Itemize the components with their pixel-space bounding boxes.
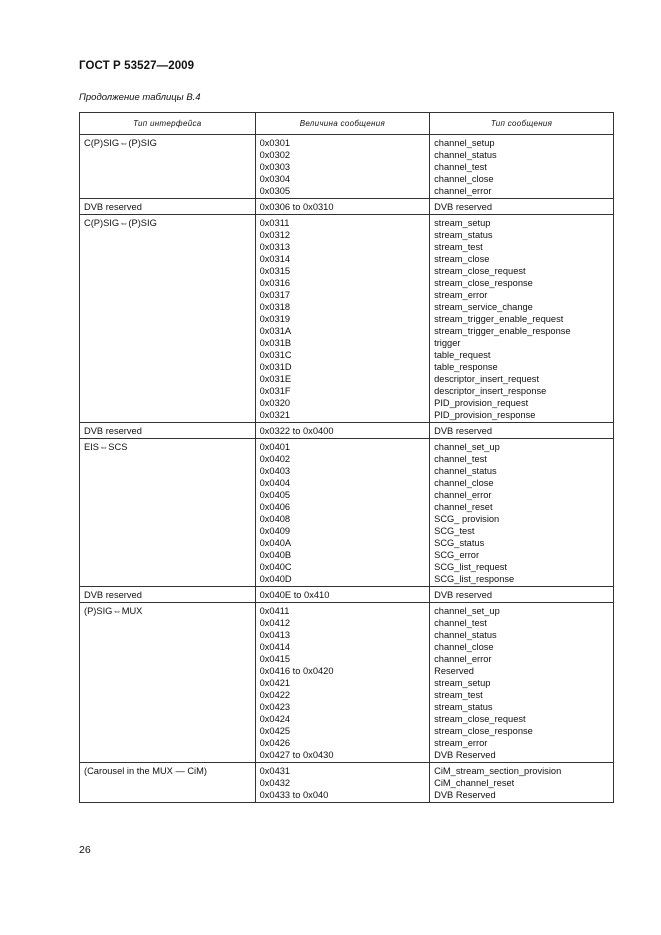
message-type: stream_error [434,738,488,748]
message-value: 0x0311 [259,218,290,228]
message-type: PID_provision_response [434,410,536,420]
message-value: 0x0415 [259,654,291,664]
message-value: 0x0431 [259,766,291,776]
document-title: ГОСТ Р 53527—2009 [79,60,195,72]
message-type: SCG_status [434,538,485,548]
message-type: channel_status [434,630,497,640]
message-value: 0x0416 to 0x0420 [259,666,334,676]
message-value: 0x0425 [259,726,291,736]
table-caption: Продолжение таблицы В.4 [79,92,201,103]
message-type: channel_reset [434,502,493,512]
message-type: stream_test [434,242,483,252]
message-value: 0x031F [259,386,291,396]
message-value: 0x0401 [259,442,291,452]
message-value: 0x040A [259,538,292,548]
interface-type-cell [80,135,256,199]
interface-type-cell [80,763,256,803]
message-type: stream_close_request [434,714,526,724]
table-row [80,423,614,439]
message-type: stream_close_response [434,726,533,736]
message-value-cell [255,439,430,587]
message-type-cell [430,603,614,763]
message-value-cell [255,603,430,763]
table-row [80,603,614,763]
message-value: 0x0303 [259,162,291,172]
message-value: 0x0304 [259,174,291,184]
message-value-cell [255,423,430,439]
interface-type-cell [80,215,256,423]
message-value: 0x0302 [259,150,291,160]
message-value-cell [255,763,430,803]
message-value: 0x0319 [259,314,291,324]
interface-type-cell [80,199,256,215]
message-type: DVB Reserved [434,750,496,760]
message-value: 0x0427 to 0x0430 [259,750,334,760]
message-value: 0x0317 [259,290,291,300]
message-type: stream_test [434,690,483,700]
message-type: stream_trigger_enable_response [434,326,571,336]
message-type-cell [430,423,614,439]
message-value: 0x0320 [259,398,291,408]
message-value: 0x040D [259,574,292,584]
message-type: CiM_channel_reset [434,778,515,788]
message-type-cell [430,439,614,587]
message-type: descriptor_insert_request [434,374,540,384]
message-value-cell [255,587,430,603]
message-value: 0x040B [259,550,292,560]
message-value: 0x0413 [259,630,291,640]
message-type: stream_setup [434,218,491,228]
table-row [80,587,614,603]
message-value: 0x031A [259,326,292,336]
message-value: 0x0426 [259,738,291,748]
interface-type: DVB reserved [84,426,142,436]
column-header-message-value: Величина сообщения [255,113,430,135]
message-type: stream_setup [434,678,491,688]
message-value: 0x0404 [259,478,291,488]
message-value: 0x0405 [259,490,291,500]
message-value: 0x0406 [259,502,291,512]
message-value-cell [255,215,430,423]
interface-type-cell [80,439,256,587]
table-row [80,199,614,215]
message-value: 0x0432 [259,778,291,788]
column-header-interface-type: Тип интерфейса [80,113,256,135]
message-type: channel_close [434,174,494,184]
page-number: 26 [79,844,91,856]
interface-type: C(P)SIG⇔(P)SIG [84,218,157,228]
message-value: 0x0314 [259,254,291,264]
message-type-cell [430,763,614,803]
message-type: stream_status [434,230,493,240]
message-type: channel_test [434,454,487,464]
message-value: 0x0411 [259,606,290,616]
message-type: channel_set_up [434,606,500,616]
message-type: stream_trigger_enable_request [434,314,564,324]
message-type: table_response [434,362,498,372]
interface-type: DVB reserved [84,202,142,212]
message-type: Reserved [434,666,474,676]
message-value: 0x0422 [259,690,291,700]
message-value: 0x0318 [259,302,291,312]
message-value: 0x0408 [259,514,291,524]
message-type: channel_status [434,150,497,160]
message-type: stream_close_response [434,278,533,288]
message-value: 0x0306 to 0x0310 [259,202,334,212]
message-value: 0x0412 [259,618,291,628]
message-type: stream_service_change [434,302,533,312]
table-row [80,135,614,199]
message-value: 0x0312 [259,230,291,240]
interface-type-cell [80,603,256,763]
message-type: SCG_test [434,526,475,536]
message-value: 0x0423 [259,702,291,712]
interface-type: (Carousel in the MUX — CiM) [84,766,207,776]
message-type-cell [430,215,614,423]
table-body [80,135,614,803]
message-type: channel_test [434,618,487,628]
message-value: 0x0321 [259,410,291,420]
message-type: SCG_list_request [434,562,507,572]
message-value: 0x031C [259,350,292,360]
message-value: 0x031B [259,338,292,348]
message-type: DVB reserved [434,590,492,600]
message-type: stream_close_request [434,266,526,276]
column-header-message-type: Тип сообщения [430,113,614,135]
message-type: channel_error [434,654,492,664]
message-value: 0x0409 [259,526,291,536]
message-type: CiM_stream_section_provision [434,766,562,776]
message-type: trigger [434,338,461,348]
message-value-cell [255,135,430,199]
message-type: PID_provision_request [434,398,529,408]
table-row [80,215,614,423]
interface-type: DVB reserved [84,590,142,600]
message-type: channel_close [434,478,494,488]
message-value: 0x0421 [259,678,291,688]
interface-type: C(P)SIG⇔(P)SIG [84,138,157,148]
message-type: channel_error [434,490,492,500]
message-type-cell [430,135,614,199]
message-value: 0x040C [259,562,292,572]
message-type: SCG_error [434,550,480,560]
message-type: stream_status [434,702,493,712]
message-type: channel_close [434,642,494,652]
message-value: 0x0313 [259,242,291,252]
message-type: stream_error [434,290,488,300]
message-type-cell [430,587,614,603]
message-value: 0x0315 [259,266,291,276]
message-value-cell [255,199,430,215]
message-value: 0x0402 [259,454,291,464]
interface-type-cell [80,423,256,439]
message-value: 0x0322 to 0x0400 [259,426,334,436]
message-value: 0x0316 [259,278,291,288]
message-value: 0x0403 [259,466,291,476]
table-row [80,439,614,587]
table-header-row [80,113,614,135]
message-type: channel_setup [434,138,495,148]
message-value: 0x031D [259,362,292,372]
message-value: 0x040E to 0x410 [259,590,330,600]
interface-type-cell [80,587,256,603]
message-types-table [79,112,614,803]
message-value: 0x0305 [259,186,291,196]
message-type: SCG_ provision [434,514,500,524]
message-type: channel_status [434,466,497,476]
message-type: stream_close [434,254,490,264]
interface-type: (P)SIG⇔MUX [84,606,143,616]
message-type: SCG_list_response [434,574,515,584]
message-value: 0x031E [259,374,292,384]
table-row [80,763,614,803]
message-value: 0x0424 [259,714,291,724]
message-type: table_request [434,350,491,360]
interface-type: EIS⇔SCS [84,442,128,452]
message-value: 0x0433 to 0x040 [259,790,329,800]
message-type-cell [430,199,614,215]
message-type: channel_error [434,186,492,196]
message-value: 0x0414 [259,642,291,652]
message-type: channel_test [434,162,487,172]
message-type: descriptor_insert_response [434,386,547,396]
message-value: 0x0301 [259,138,291,148]
message-type: channel_set_up [434,442,500,452]
message-type: DVB reserved [434,426,492,436]
message-type: DVB reserved [434,202,492,212]
message-type: DVB Reserved [434,790,496,800]
